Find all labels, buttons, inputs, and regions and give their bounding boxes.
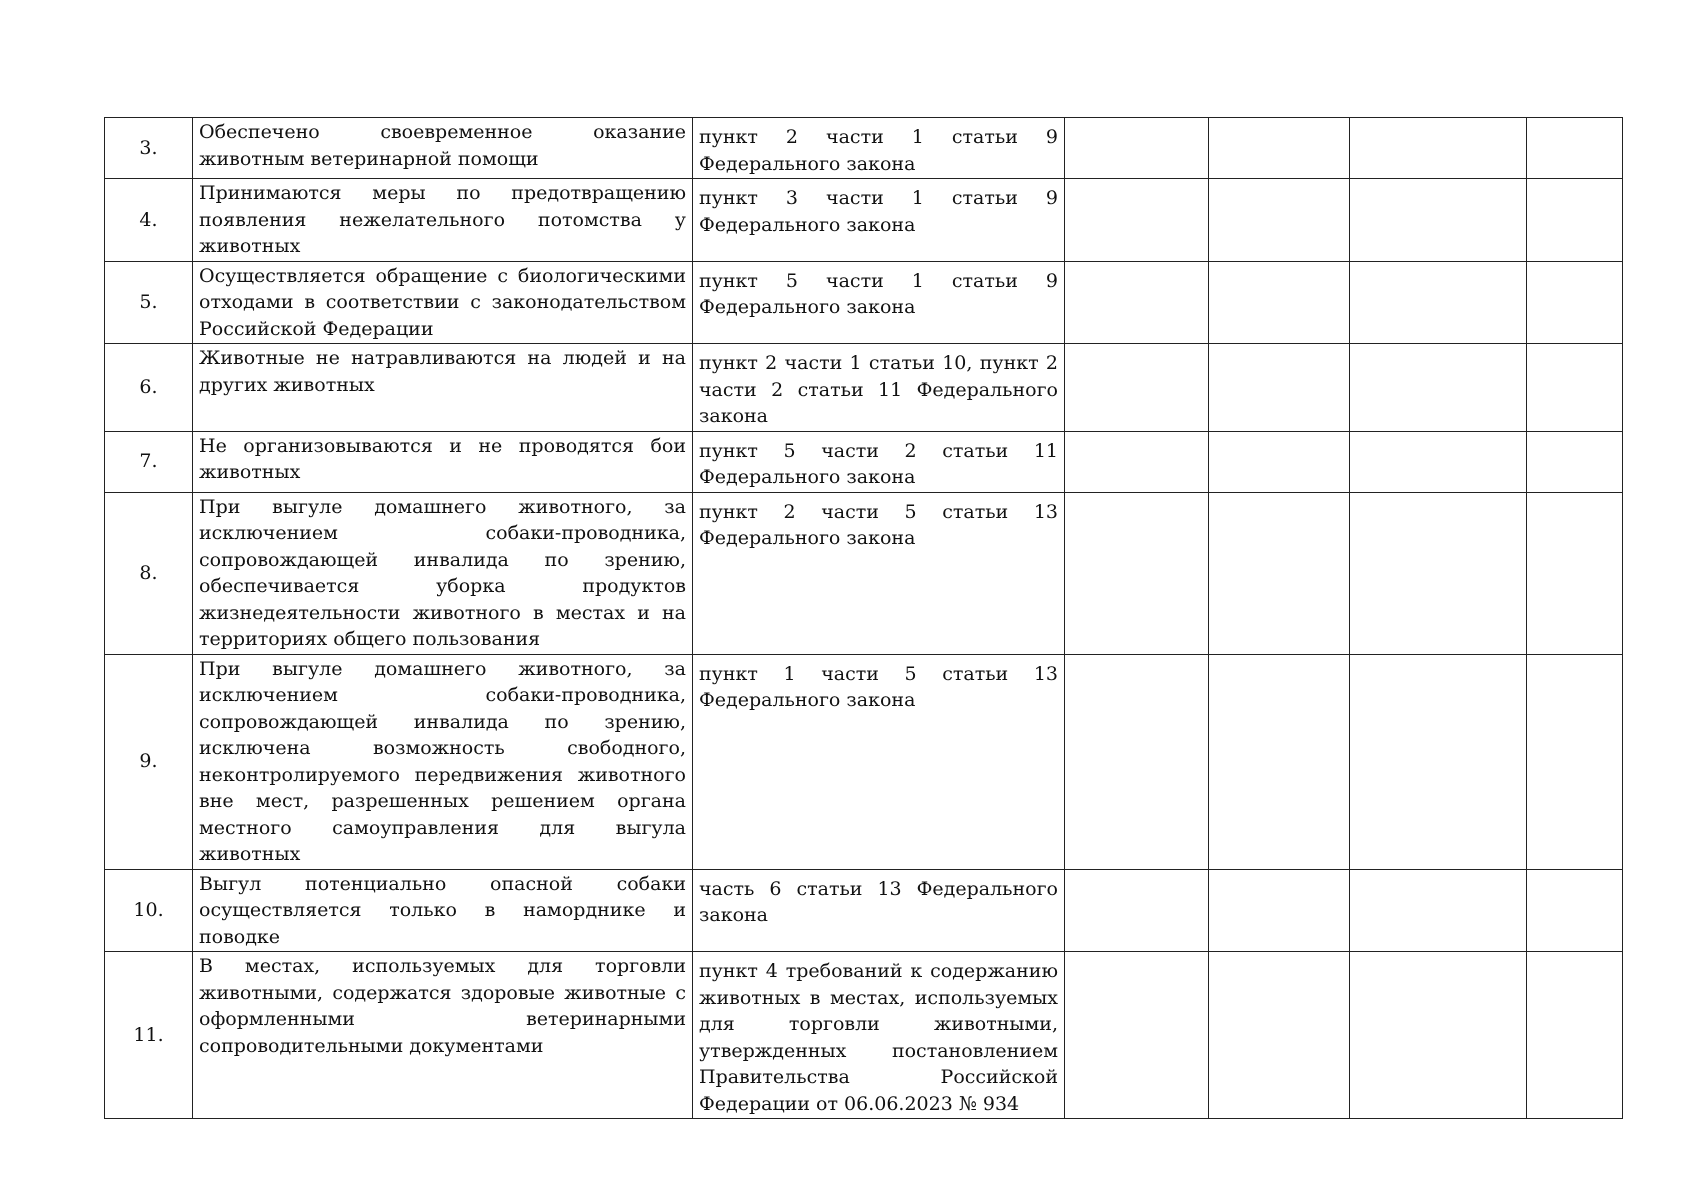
- answer-cell-note[interactable]: [1527, 118, 1623, 179]
- requirement-text: Не организовываются и не проводятся бои животных: [193, 431, 693, 492]
- answer-cell-yes[interactable]: [1065, 118, 1209, 179]
- answer-cell-not-applicable[interactable]: [1350, 654, 1527, 869]
- answer-cell-no[interactable]: [1209, 118, 1350, 179]
- checklist-table: [104, 117, 1623, 1119]
- row-number: 10.: [105, 869, 193, 952]
- requirement-text: При выгуле домашнего животного, за исключением собаки-проводника, сопровождающей инвалида по зрению, обеспечивается уборка продуктов жизнедеятельности животного в местах и на территориях общего пользования: [193, 492, 693, 654]
- answer-cell-yes[interactable]: [1065, 952, 1209, 1119]
- answer-cell-not-applicable[interactable]: [1350, 344, 1527, 432]
- requirement-text: Выгул потенциально опасной собаки осуществляется только в наморднике и поводке: [193, 869, 693, 952]
- answer-cell-not-applicable[interactable]: [1350, 492, 1527, 654]
- answer-cell-not-applicable[interactable]: [1350, 952, 1527, 1119]
- legal-reference: пункт 2 части 1 статьи 10, пункт 2 части 2 статьи 11 Федерального закона: [693, 344, 1065, 432]
- answer-cell-yes[interactable]: [1065, 492, 1209, 654]
- answer-cell-note[interactable]: [1527, 344, 1623, 432]
- legal-reference: пункт 2 части 5 статьи 13 Федерального закона: [693, 492, 1065, 654]
- answer-cell-no[interactable]: [1209, 952, 1350, 1119]
- row-number: 6.: [105, 344, 193, 432]
- answer-cell-note[interactable]: [1527, 654, 1623, 869]
- table-row: [105, 492, 1623, 654]
- answer-cell-yes[interactable]: [1065, 869, 1209, 952]
- table-row: [105, 118, 1623, 179]
- requirement-text: Осуществляется обращение с биологическими отходами в соответствии с законодательством Российской Федерации: [193, 261, 693, 344]
- answer-cell-note[interactable]: [1527, 952, 1623, 1119]
- requirement-text: Принимаются меры по предотвращению появления нежелательного потомства у животных: [193, 179, 693, 262]
- legal-reference: часть 6 статьи 13 Федерального закона: [693, 869, 1065, 952]
- legal-reference: пункт 5 части 2 статьи 11 Федерального закона: [693, 431, 1065, 492]
- legal-reference: пункт 2 части 1 статьи 9 Федерального закона: [693, 118, 1065, 179]
- requirement-text: В местах, используемых для торговли животными, содержатся здоровые животные с оформленными ветеринарными сопроводительными документами: [193, 952, 693, 1119]
- answer-cell-note[interactable]: [1527, 869, 1623, 952]
- answer-cell-note[interactable]: [1527, 431, 1623, 492]
- requirement-text: При выгуле домашнего животного, за исключением собаки-проводника, сопровождающей инвалида по зрению, исключена возможность свободного, неконтролируемого передвижения животного вне мест, разрешенных решением органа местного самоуправления для выгула животных: [193, 654, 693, 869]
- answer-cell-not-applicable[interactable]: [1350, 261, 1527, 344]
- answer-cell-note[interactable]: [1527, 492, 1623, 654]
- answer-cell-note[interactable]: [1527, 261, 1623, 344]
- table-row: [105, 654, 1623, 869]
- answer-cell-no[interactable]: [1209, 492, 1350, 654]
- row-number: 11.: [105, 952, 193, 1119]
- answer-cell-no[interactable]: [1209, 344, 1350, 432]
- answer-cell-not-applicable[interactable]: [1350, 431, 1527, 492]
- answer-cell-yes[interactable]: [1065, 261, 1209, 344]
- answer-cell-not-applicable[interactable]: [1350, 118, 1527, 179]
- table-row: [105, 869, 1623, 952]
- answer-cell-yes[interactable]: [1065, 431, 1209, 492]
- table-row: [105, 179, 1623, 262]
- answer-cell-note[interactable]: [1527, 179, 1623, 262]
- row-number: 9.: [105, 654, 193, 869]
- document-page: [104, 117, 1622, 1119]
- legal-reference: пункт 3 части 1 статьи 9 Федерального закона: [693, 179, 1065, 262]
- row-number: 3.: [105, 118, 193, 179]
- answer-cell-no[interactable]: [1209, 261, 1350, 344]
- requirement-text: Обеспечено своевременное оказание животным ветеринарной помощи: [193, 118, 693, 179]
- answer-cell-no[interactable]: [1209, 431, 1350, 492]
- legal-reference: пункт 4 требований к содержанию животных в местах, используемых для торговли животными, утвержденных постановлением Правительства Российской Федерации от 06.06.2023 № 934: [693, 952, 1065, 1119]
- answer-cell-not-applicable[interactable]: [1350, 869, 1527, 952]
- row-number: 5.: [105, 261, 193, 344]
- answer-cell-no[interactable]: [1209, 179, 1350, 262]
- row-number: 4.: [105, 179, 193, 262]
- answer-cell-no[interactable]: [1209, 869, 1350, 952]
- table-row: [105, 261, 1623, 344]
- answer-cell-no[interactable]: [1209, 654, 1350, 869]
- table-row: [105, 952, 1623, 1119]
- answer-cell-yes[interactable]: [1065, 179, 1209, 262]
- row-number: 7.: [105, 431, 193, 492]
- answer-cell-not-applicable[interactable]: [1350, 179, 1527, 262]
- answer-cell-yes[interactable]: [1065, 344, 1209, 432]
- requirement-text: Животные не натравливаются на людей и на других животных: [193, 344, 693, 432]
- table-row: [105, 431, 1623, 492]
- row-number: 8.: [105, 492, 193, 654]
- legal-reference: пункт 5 части 1 статьи 9 Федерального закона: [693, 261, 1065, 344]
- answer-cell-yes[interactable]: [1065, 654, 1209, 869]
- table-row: [105, 344, 1623, 432]
- legal-reference: пункт 1 части 5 статьи 13 Федерального закона: [693, 654, 1065, 869]
